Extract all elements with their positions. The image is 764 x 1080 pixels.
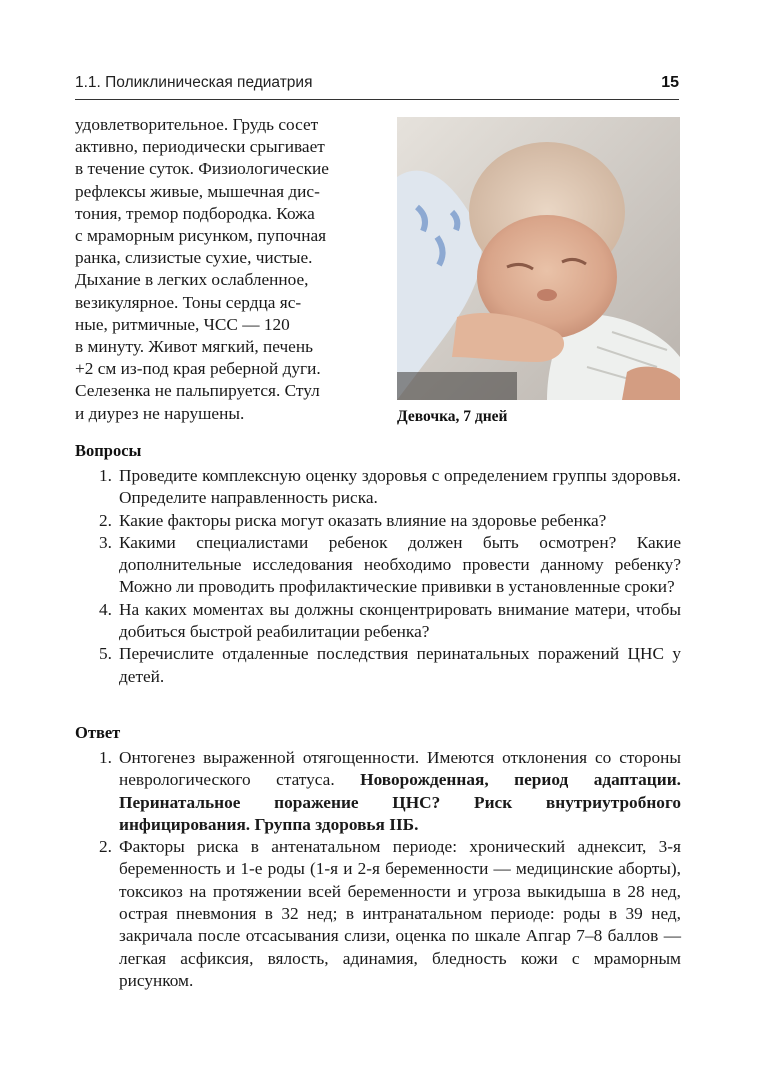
answer-list (75, 747, 681, 992)
running-header (75, 74, 679, 96)
text-line: в течение суток. Физиологические (75, 159, 329, 179)
item-text: Какими специалистами ребенок должен быть осмотрен? Какие дополнительные исследования необходимо провести данному ребенку? Можно ли проводить профилактические прививки в установленные сроки? (119, 532, 681, 597)
item-text: Проведите комплексную оценку здоровья с определением группы здоровья. Определите направленность риска. (119, 466, 681, 508)
item-number: 1. (99, 748, 112, 767)
list-item (75, 465, 681, 510)
text-line: в минуту. Живот мягкий, печень (75, 337, 313, 357)
item-number: 5. (99, 644, 112, 664)
item-number: 2. (99, 837, 112, 857)
list-item (75, 599, 681, 644)
text-line: ные, ритмичные, ЧСС — 120 (75, 314, 290, 334)
text-line: активно, периодически срыгивает (75, 137, 325, 157)
questions-heading: Вопросы (75, 441, 142, 460)
text-line: с мраморным рисунком, пупочная (75, 226, 327, 246)
item-number: 1. (99, 466, 112, 485)
list-item (75, 510, 681, 532)
answer-heading: Ответ (75, 723, 121, 742)
text-line: и диурез не нарушены. (75, 403, 245, 423)
section-title: 1.1. Поликлиническая педиатрия (75, 74, 313, 91)
newborn-photo (397, 117, 680, 400)
text-line: рефлексы живые, мышечная дис- (75, 181, 320, 201)
questions-section (75, 441, 681, 688)
text-line: ранка, слизистые сухие, чистые. (75, 248, 313, 268)
item-text: На каких моментах вы должны сконцентрировать внимание матери, чтобы добиться быстрой реабилитации ребенка? (119, 599, 681, 642)
item-text-bold: Новорожденная, период адаптации. Перинатальное поражение ЦНС? Риск внутриутробного инфицирования. Группа здоровья IIБ. (119, 770, 681, 834)
text-line: удовлетворительное. Грудь сосет (75, 115, 319, 134)
list-item (75, 532, 681, 599)
item-text: Перечислите отдаленные последствия перинатальных поражений ЦНС у детей. (119, 644, 681, 686)
text-line: +2 см из-под края реберной дуги. (75, 359, 321, 379)
page-number: 15 (661, 74, 679, 91)
text-line: Дыхание в легких ослабленное, (75, 270, 309, 290)
item-text: Онтогенез выраженной отягощенности. Имеются отклонения со стороны неврологического статуса. (119, 748, 681, 790)
answer-section (75, 723, 681, 992)
item-number: 4. (99, 599, 112, 619)
item-number: 2. (99, 510, 112, 530)
text-line: тония, тремор подбородка. Кожа (75, 203, 315, 223)
list-item (75, 643, 681, 688)
photo-caption: Девочка, 7 дней (397, 408, 508, 425)
list-item (75, 747, 681, 836)
header-rule (75, 99, 679, 100)
item-text: Какие факторы риска могут оказать влияние на здоровье ребенка? (119, 510, 607, 530)
text-line: Селезенка не пальпируется. Стул (75, 381, 320, 401)
list-item (75, 836, 681, 992)
text-line: везикулярное. Тоны сердца яс- (75, 292, 302, 312)
questions-list (75, 465, 681, 688)
intro-paragraph (75, 114, 365, 425)
item-text: Факторы риска в антенатальном периоде: хронический аднексит, 3-я беременность и 1-е роды (1-я и 2-я беременности — медицинские аборты), токсикоз на протяжении всей беременности и угроза выкидыша в 28 нед, острая пневмония в 32 нед; в интранатальном периоде: роды в 39 нед, закричала после отсасывания слизи, оценка по шкале Апгар 7–8 баллов — легкая асфиксия, вялость, адинамия, бледность кожи с мраморным рисунком. (119, 837, 681, 990)
item-number: 3. (99, 532, 112, 552)
